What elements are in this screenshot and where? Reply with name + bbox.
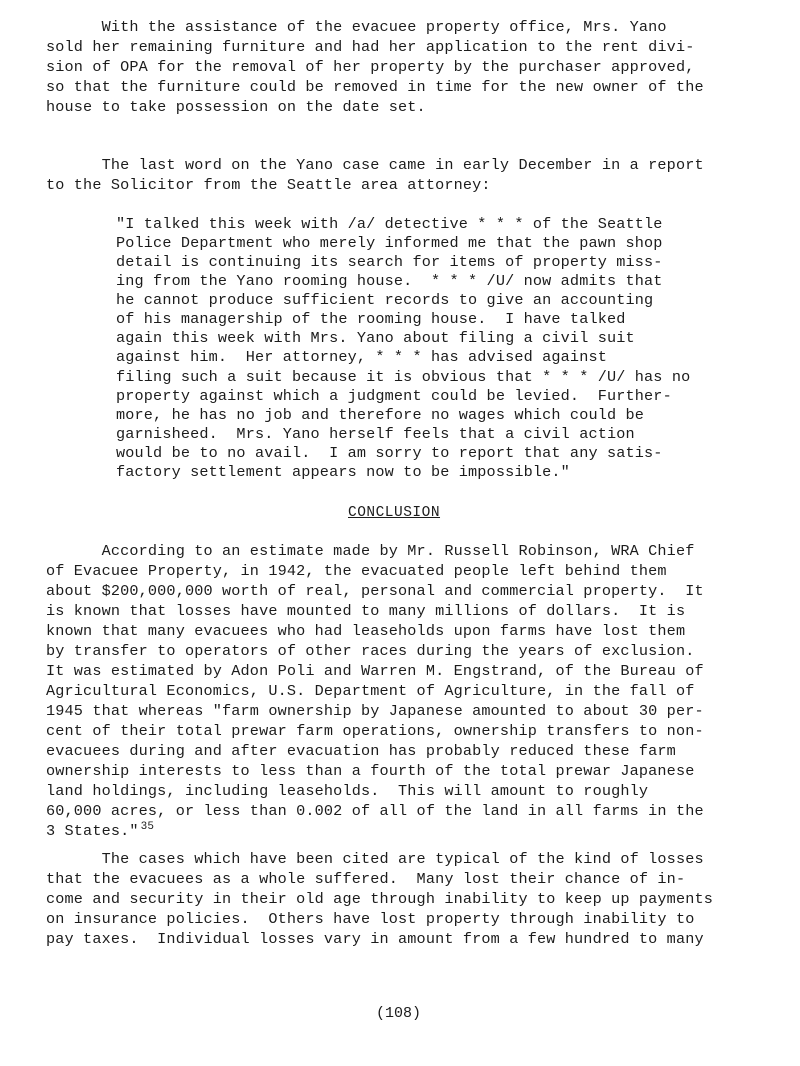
- quote-line: again this week with Mrs. Yano about filing a civil suit: [116, 329, 635, 347]
- quote-line: would be to no avail. I am sorry to report that any satis-: [116, 444, 663, 462]
- text-line: is known that losses have mounted to many millions of dollars. It is: [46, 602, 686, 620]
- quote-line: detail is continuing its search for items of property miss-: [116, 253, 663, 271]
- text-line: by transfer to operators of other races during the years of exclusion.: [46, 642, 695, 660]
- quote-line: ing from the Yano rooming house. * * * /U/ now admits that: [116, 272, 663, 290]
- text-line: 60,000 acres, or less than 0.002 of all of the land in all farms in the: [46, 802, 704, 820]
- text-line: on insurance policies. Others have lost property through inability to: [46, 910, 695, 928]
- quote-line: Police Department who merely informed me that the pawn shop: [116, 234, 663, 252]
- text-line: that the evacuees as a whole suffered. Many lost their chance of in-: [46, 870, 686, 888]
- text-line: so that the furniture could be removed in time for the new owner of the: [46, 78, 704, 96]
- text-line: come and security in their old age through inability to keep up payments: [46, 890, 714, 908]
- text-line: land holdings, including leaseholds. This will amount to roughly: [46, 782, 649, 800]
- quote-line: against him. Her attorney, * * * has advised against: [116, 348, 607, 366]
- text-line: According to an estimate made by Mr. Russell Robinson, WRA Chief: [46, 542, 695, 560]
- text-line: Agricultural Economics, U.S. Department of Agriculture, in the fall of: [46, 682, 695, 700]
- text-line: [46, 822, 154, 843]
- text-line: It was estimated by Adon Poli and Warren M. Engstrand, of the Bureau of: [46, 662, 704, 680]
- quote-line: more, he has no job and therefore no wages which could be: [116, 406, 645, 424]
- quote-line: garnisheed. Mrs. Yano herself feels that a civil action: [116, 425, 635, 443]
- text-line: The cases which have been cited are typical of the kind of losses: [46, 850, 704, 868]
- text-line: known that many evacuees who had leaseholds upon farms have lost them: [46, 622, 686, 640]
- quote-line: factory settlement appears now to be impossible.": [116, 463, 570, 481]
- text-line: 1945 that whereas "farm ownership by Japanese amounted to about 30 per-: [46, 702, 704, 720]
- text-line: cent of their total prewar farm operations, ownership transfers to non-: [46, 722, 704, 740]
- text-line: With the assistance of the evacuee property office, Mrs. Yano: [46, 18, 667, 36]
- text-line: evacuees during and after evacuation has probably reduced these farm: [46, 742, 676, 760]
- text-line: ownership interests to less than a fourth of the total prewar Japanese: [46, 762, 695, 780]
- quote-line: "I talked this week with /a/ detective * * * of the Seattle: [116, 215, 663, 233]
- text-line: The last word on the Yano case came in early December in a report: [46, 156, 704, 174]
- text-line: house to take possession on the date set.: [46, 98, 426, 116]
- text-line: to the Solicitor from the Seattle area attorney:: [46, 176, 491, 194]
- text-line: pay taxes. Individual losses vary in amount from a few hundred to many: [46, 930, 704, 948]
- text-line: sold her remaining furniture and had her application to the rent divi-: [46, 38, 695, 56]
- text-line: sion of OPA for the removal of her property by the purchaser approved,: [46, 58, 695, 76]
- quote-line: property against which a judgment could be levied. Further-: [116, 387, 672, 405]
- text-line-end: 3 States.": [46, 822, 139, 840]
- section-heading: CONCLUSION: [348, 505, 441, 521]
- quote-line: he cannot produce sufficient records to give an accounting: [116, 291, 654, 309]
- quote-line: of his managership of the rooming house. I have talked: [116, 310, 626, 328]
- quote-line: filing such a suit because it is obvious that * * * /U/ has no: [116, 368, 691, 386]
- footnote-marker: 35: [140, 821, 155, 833]
- page-number: (108): [376, 1005, 422, 1022]
- text-line: about $200,000,000 worth of real, personal and commercial property. It: [46, 582, 704, 600]
- text-line: of Evacuee Property, in 1942, the evacuated people left behind them: [46, 562, 667, 580]
